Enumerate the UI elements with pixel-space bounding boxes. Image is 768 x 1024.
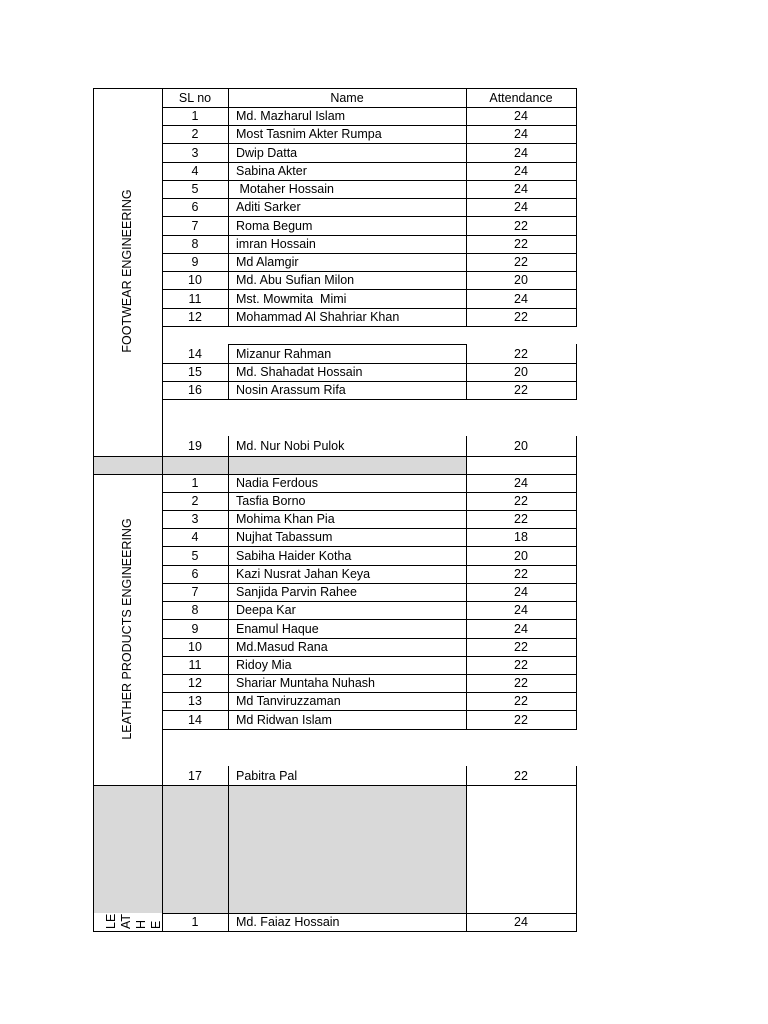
grid-line	[162, 913, 577, 914]
grid-line	[93, 456, 577, 457]
attendance-cell: 22	[514, 310, 528, 324]
name-cell: imran Hossain	[236, 237, 316, 251]
sl-cell: 16	[188, 383, 202, 397]
sl-cell: 9	[191, 621, 199, 636]
name-cell: Shariar Muntaha Nuhash	[236, 676, 375, 690]
grid-line	[93, 88, 94, 932]
sl-cell: 7	[191, 218, 199, 233]
name-cell: Enamul Haque	[236, 621, 319, 636]
grid-line	[162, 363, 577, 364]
name-cell: Deepa Kar	[236, 603, 296, 617]
grid-line	[162, 308, 577, 309]
sl-cell: 3	[191, 145, 199, 160]
name-cell: Nujhat Tabassum	[236, 530, 333, 544]
sl-cell: 12	[188, 310, 202, 324]
name-cell: Md. Abu Sufian Milon	[236, 273, 355, 287]
name-cell: Sabina Akter	[236, 164, 307, 178]
grid-line	[228, 436, 229, 730]
name-cell: Md Tanviruzzaman	[236, 694, 341, 708]
sl-header: SL no	[178, 90, 212, 105]
grid-line	[162, 656, 577, 657]
sl-cell: 10	[188, 640, 202, 654]
attendance-cell: 22	[514, 383, 528, 397]
name-cell: Md Alamgir	[236, 255, 299, 269]
attendance-cell: 22	[514, 218, 528, 233]
attendance-cell: 24	[514, 200, 528, 214]
name-cell: Sanjida Parvin Rahee	[236, 585, 357, 599]
attendance-cell: 20	[514, 548, 528, 563]
name-cell: Md. Nur Nobi Pulok	[236, 439, 345, 453]
sl-cell: 6	[191, 567, 199, 581]
grid-line	[162, 492, 577, 493]
name-cell: Md Ridwan Islam	[236, 712, 332, 727]
grid-line	[466, 436, 467, 730]
grid-line	[162, 601, 577, 602]
sl-cell: 1	[191, 915, 199, 929]
grid-line	[162, 271, 577, 272]
sl-cell: 5	[191, 182, 199, 196]
attendance-cell: 20	[514, 365, 528, 379]
attendance-cell: 22	[514, 658, 528, 672]
shaded-cell	[163, 785, 466, 913]
grid-line	[162, 399, 577, 400]
name-cell: Mizanur Rahman	[236, 346, 332, 361]
sl-cell: 13	[188, 694, 202, 708]
grid-line	[162, 674, 577, 675]
attendance-cell: 22	[514, 512, 528, 526]
sl-cell: 2	[191, 127, 199, 141]
grid-line	[162, 583, 577, 584]
name-header: Name	[330, 90, 364, 105]
grid-line	[228, 344, 467, 345]
grid-line	[466, 344, 467, 400]
grid-line	[576, 88, 577, 327]
sl-cell: 8	[191, 237, 199, 251]
name-cell: Md. Mazharul Islam	[236, 109, 346, 123]
attendance-cell: 24	[514, 164, 528, 178]
grid-line	[162, 216, 577, 217]
attendance-cell: 24	[514, 476, 528, 490]
grid-line	[162, 198, 577, 199]
grid-line	[162, 180, 577, 181]
attendance-header: Attendance	[489, 90, 553, 105]
attendance-cell: 22	[514, 694, 528, 708]
attendance-cell: 24	[514, 621, 528, 636]
name-cell: Md. Shahadat Hossain	[236, 365, 363, 379]
attendance-cell: 22	[514, 640, 528, 654]
attendance-cell: 22	[514, 255, 528, 269]
group-label-footwear: FOOTWEAR ENGINEERING	[120, 189, 134, 353]
attendance-cell: 22	[514, 712, 528, 727]
grid-line	[162, 546, 577, 547]
grid-line	[93, 474, 577, 475]
grid-line	[228, 766, 229, 932]
grid-line	[162, 692, 577, 693]
grid-line	[162, 326, 577, 327]
name-cell: Dwip Datta	[236, 145, 298, 160]
name-cell: Roma Begum	[236, 218, 313, 233]
grid-line	[228, 344, 229, 400]
grid-line	[162, 107, 577, 108]
sl-cell: 4	[191, 530, 199, 544]
name-cell: Aditi Sarker	[236, 200, 301, 214]
sl-cell: 10	[188, 273, 202, 287]
sl-cell: 15	[188, 365, 202, 379]
name-cell: Nadia Ferdous	[236, 476, 318, 490]
name-cell: Ridoy Mia	[236, 658, 292, 672]
attendance-cell: 24	[514, 915, 528, 929]
grid-line	[162, 729, 577, 730]
name-cell: Md. Faiaz Hossain	[236, 915, 340, 929]
group-label-leather-products: LEATHER PRODUCTS ENGINEERING	[120, 518, 134, 740]
sl-cell: 3	[191, 512, 199, 526]
grid-line	[576, 436, 577, 730]
sl-cell: 14	[188, 346, 202, 361]
attendance-cell: 22	[514, 494, 528, 508]
sl-cell: 12	[188, 676, 202, 690]
grid-line	[93, 785, 577, 786]
grid-line	[162, 235, 577, 236]
grid-line	[162, 565, 577, 566]
grid-line	[162, 528, 577, 529]
attendance-cell: 24	[514, 182, 528, 196]
grid-line	[466, 766, 467, 932]
grid-line	[162, 162, 577, 163]
grid-line	[466, 88, 467, 327]
grid-line	[576, 766, 577, 932]
grid-line	[162, 638, 577, 639]
name-cell: Sabiha Haider Kotha	[236, 548, 352, 563]
sl-cell: 11	[188, 291, 202, 306]
name-cell: Tasfia Borno	[236, 494, 306, 508]
sl-cell: 5	[191, 548, 199, 563]
attendance-cell: 24	[514, 127, 528, 141]
grid-line	[162, 253, 577, 254]
sl-cell: 9	[191, 255, 199, 269]
name-cell: Mohima Khan Pia	[236, 512, 335, 526]
shaded-cell	[94, 785, 162, 913]
attendance-cell: 20	[514, 439, 528, 453]
attendance-cell: 18	[514, 530, 528, 544]
sl-cell: 17	[188, 768, 202, 783]
name-cell: Mohammad Al Shahriar Khan	[236, 310, 400, 324]
attendance-cell: 24	[514, 603, 528, 617]
name-cell: Pabitra Pal	[236, 768, 298, 783]
attendance-cell: 22	[514, 768, 528, 783]
grid-line	[162, 88, 163, 932]
grid-line	[93, 88, 577, 89]
grid-line	[162, 381, 577, 382]
sl-cell: 7	[191, 585, 199, 599]
grid-line	[162, 289, 577, 290]
grid-line	[162, 710, 577, 711]
name-cell: Nosin Arassum Rifa	[236, 383, 346, 397]
group-label-leather: LEATHE	[104, 913, 163, 929]
sl-cell: 2	[191, 494, 199, 508]
sl-cell: 11	[188, 658, 202, 672]
grid-line	[162, 619, 577, 620]
name-cell: Kazi Nusrat Jahan Keya	[236, 567, 371, 581]
name-cell: Most Tasnim Akter Rumpa	[236, 127, 382, 141]
attendance-cell: 24	[514, 145, 528, 160]
grid-line	[576, 344, 577, 400]
sl-cell: 19	[188, 439, 202, 453]
grid-line	[228, 88, 229, 327]
name-cell: Motaher Hossain	[236, 182, 334, 196]
grid-line	[162, 143, 577, 144]
attendance-cell: 24	[514, 585, 528, 599]
sl-cell: 14	[188, 712, 202, 727]
sl-cell: 6	[191, 200, 199, 214]
sl-cell: 1	[191, 476, 199, 490]
grid-line	[162, 510, 577, 511]
grid-line	[162, 125, 577, 126]
attendance-cell: 22	[514, 237, 528, 251]
attendance-cell: 24	[514, 291, 528, 306]
grid-line	[93, 931, 577, 932]
sl-cell: 4	[191, 164, 199, 178]
attendance-cell: 22	[514, 676, 528, 690]
name-cell: Mst. Mowmita Mimi	[236, 291, 347, 306]
shaded-cell	[93, 456, 466, 474]
sl-cell: 1	[191, 109, 199, 123]
name-cell: Md.Masud Rana	[236, 640, 328, 654]
attendance-cell: 22	[514, 567, 528, 581]
attendance-cell: 24	[514, 109, 528, 123]
attendance-cell: 22	[514, 346, 528, 361]
sl-cell: 8	[191, 603, 199, 617]
attendance-cell: 20	[514, 273, 528, 287]
